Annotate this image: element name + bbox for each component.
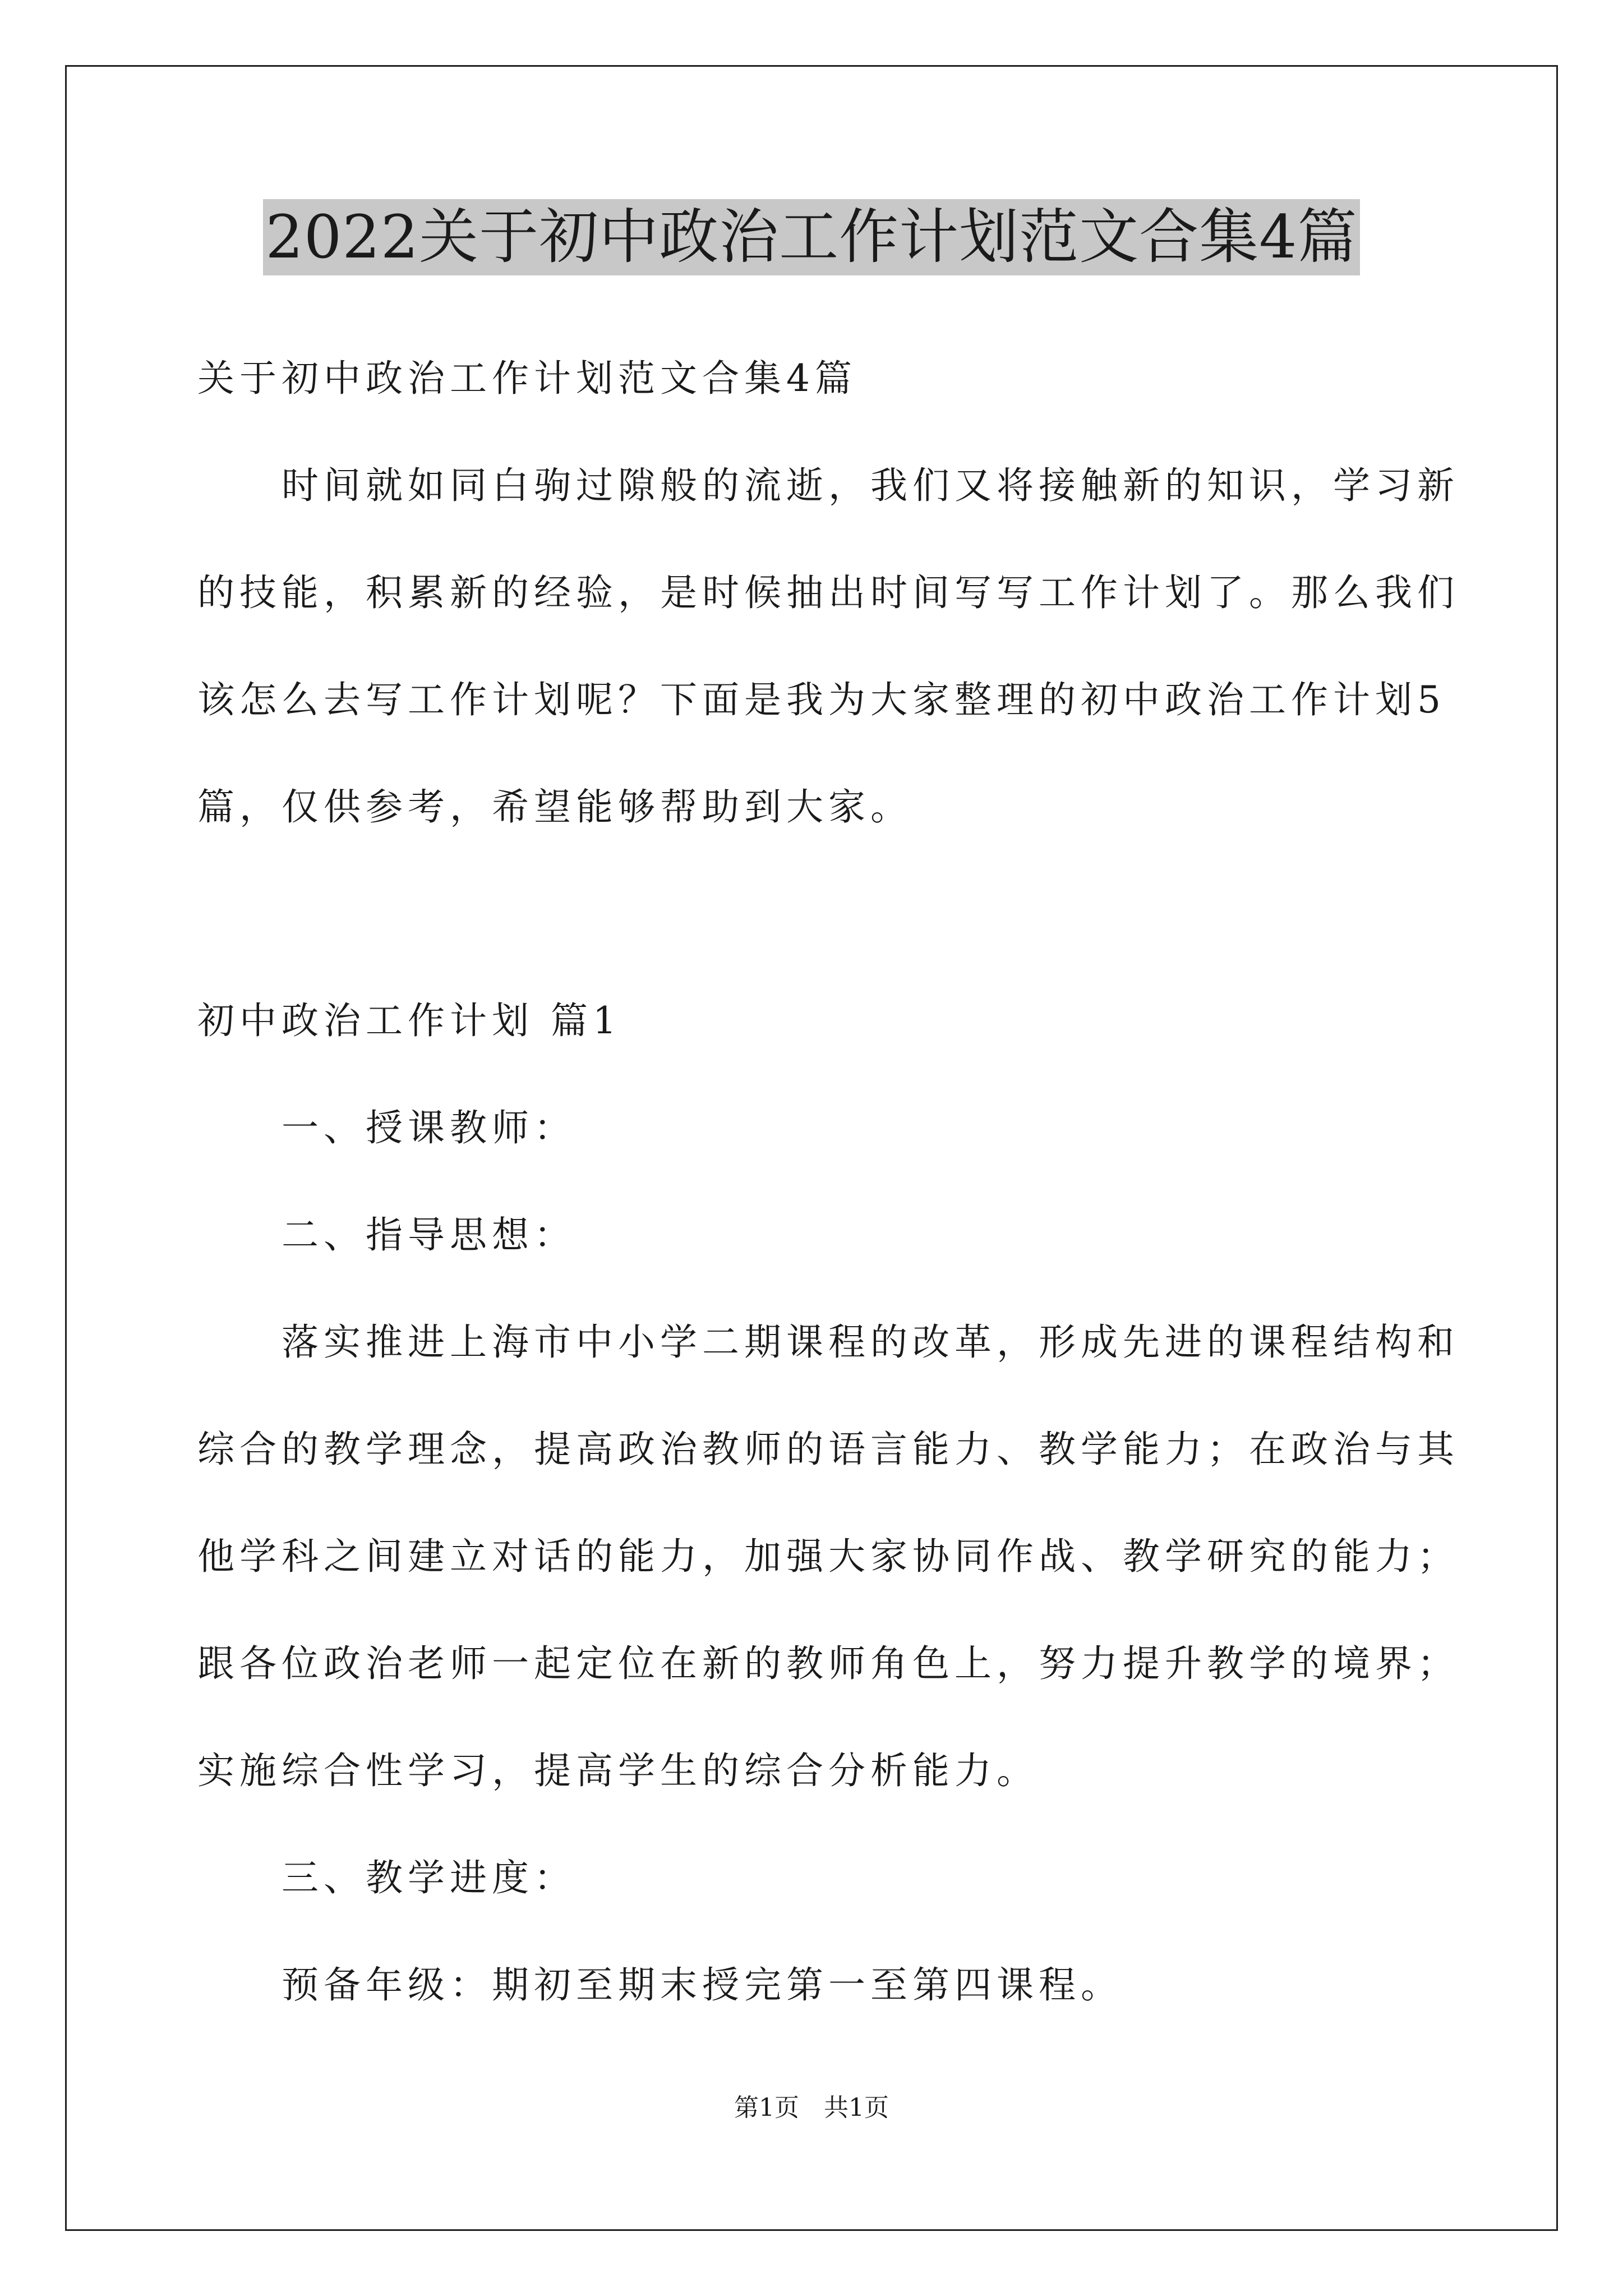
intro-line-4: 篇，仅供参考，希望能够帮助到大家。 [197,785,912,829]
page-footer: 第1页 共1页 [734,2093,889,2122]
progress-line: 预备年级：期初至期末授完第一至第四课程。 [282,1963,1123,2007]
guiding-line-3: 他学科之间建立对话的能力，加强大家协同作战、教学研究的能力； [197,1535,1459,1578]
item-teaching-progress: 三、教学进度： [282,1856,576,1899]
title-container [0,199,1623,275]
section-heading: 初中政治工作计划 篇1 [197,999,621,1042]
intro-line-1: 时间就如同白驹过隙般的流逝，我们又将接触新的知识，学习新 [282,464,1459,507]
item-guiding-thought: 二、指导思想： [282,1213,576,1257]
document-subtitle: 关于初中政治工作计划范文合集4篇 [197,357,857,400]
guiding-line-5: 实施综合性学习，提高学生的综合分析能力。 [197,1749,1039,1792]
item-teacher: 一、授课教师： [282,1106,576,1149]
guiding-line-4: 跟各位政治老师一起定位在新的教师角色上，努力提升教学的境界； [197,1642,1459,1685]
document-title: 2022关于初中政治工作计划范文合集4篇 [263,199,1359,275]
intro-line-2: 的技能，积累新的经验，是时候抽出时间写写工作计划了。那么我们 [197,571,1459,614]
guiding-line-1: 落实推进上海市中小学二期课程的改革，形成先进的课程结构和 [282,1320,1459,1364]
guiding-line-2: 综合的教学理念，提高政治教师的语言能力、教学能力；在政治与其 [197,1428,1459,1471]
intro-line-3: 该怎么去写工作计划呢？下面是我为大家整理的初中政治工作计划5 [197,678,1446,721]
